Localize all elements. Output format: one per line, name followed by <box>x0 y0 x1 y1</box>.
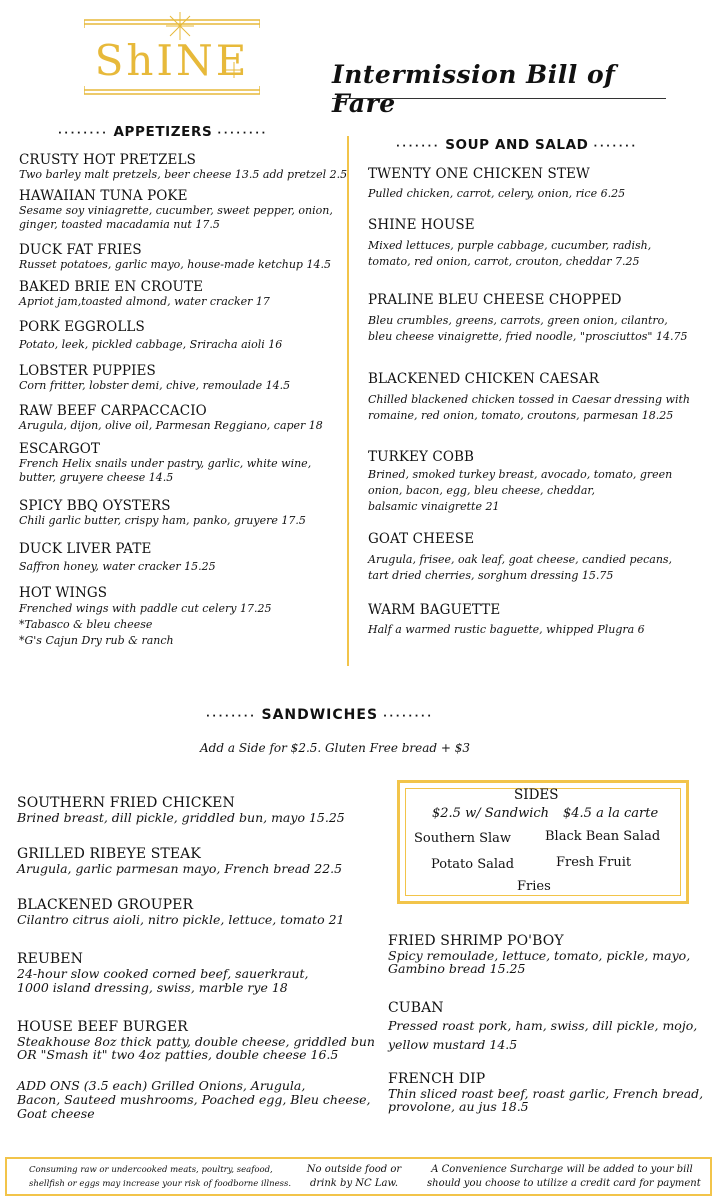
item-desc: Arugula, frisee, oak leaf, goat cheese, candied pecans, <box>368 553 673 566</box>
item-desc: Apriot jam,toasted almond, water cracker 17 <box>19 295 270 308</box>
sides-price-sandwich: $2.5 w/ Sandwich <box>432 806 550 821</box>
item-desc: bleu cheese vinaigrette, fried noodle, "prosciuttos" 14.75 <box>368 330 688 343</box>
sandwich-item <box>388 1001 718 1054</box>
item-name: HOUSE BEEF BURGER <box>17 1019 188 1035</box>
item-desc: OR "Smash it" two 4oz patties, double cheese 16.5 <box>17 1047 339 1062</box>
sandwiches-header-label: SANDWICHES <box>261 707 379 723</box>
item-name: LOBSTER PUPPIES <box>19 363 156 379</box>
item-name: DUCK FAT FRIES <box>19 242 142 258</box>
sides-item: Southern Slaw <box>414 831 512 846</box>
item-desc: Thin sliced roast beef, roast garlic, French bread, <box>388 1086 704 1101</box>
footer-line: drink by NC Law. <box>309 1178 399 1189</box>
sandwich-addons <box>17 1078 371 1121</box>
appetizer-item <box>19 152 348 182</box>
item-name: ESCARGOT <box>19 441 101 457</box>
soup-salad-item <box>368 218 698 270</box>
item-desc: Mixed lettuces, purple cabbage, cucumber, radish, <box>368 239 652 252</box>
footer-line: should you choose to utilize a credit card for payment <box>427 1178 701 1189</box>
soup-salad-item <box>368 603 698 637</box>
item-desc: onion, bacon, egg, bleu cheese, cheddar, <box>368 484 595 497</box>
item-desc: Chilled blackened chicken tossed in Caesar dressing with <box>368 393 690 406</box>
appetizers-header-label: APPETIZERS <box>113 124 213 140</box>
soup-salad-item <box>368 372 698 424</box>
dots-decoration: ······· <box>593 141 638 152</box>
footer-line: shellfish or eggs may increase your risk of foodborne illness. <box>29 1179 292 1189</box>
soup-salad-header <box>396 134 638 153</box>
dots-decoration: ········ <box>383 711 434 722</box>
item-desc: balsamic vinaigrette 21 <box>368 500 500 513</box>
sandwich-item <box>388 934 718 975</box>
item-name: CUBAN <box>388 1000 444 1016</box>
item-desc: Steakhouse 8oz thick patty, double cheese, griddled bun <box>17 1034 375 1049</box>
item-name: BLACKENED GROUPER <box>17 897 194 913</box>
sandwiches-note: Add a Side for $2.5. Gluten Free bread + $3 <box>200 741 471 755</box>
item-desc: Arugula, dijon, olive oil, Parmesan Reggiano, caper 18 <box>19 419 323 432</box>
item-desc: *G's Cajun Dry rub & ranch <box>19 634 174 647</box>
appetizer-item <box>19 364 345 393</box>
item-desc: *Tabasco & bleu cheese <box>19 618 153 631</box>
item-desc: Spicy remoulade, lettuce, tomato, pickle, mayo, <box>388 948 691 963</box>
appetizer-item <box>19 404 345 433</box>
appetizer-item <box>19 499 345 528</box>
sandwich-item <box>388 1072 718 1113</box>
item-name: FRIED SHRIMP PO'BOY <box>388 933 564 949</box>
item-desc: Pressed roast pork, ham, swiss, dill pickle, mojo, <box>388 1018 698 1033</box>
sandwich-item <box>17 1019 375 1062</box>
addons-line: Bacon, Sauteed mushrooms, Poached egg, Bleu cheese, <box>17 1092 371 1107</box>
soup-salad-item <box>368 532 698 584</box>
appetizer-item <box>19 243 345 272</box>
outside-food-notice <box>299 1163 409 1191</box>
appetizer-item <box>19 542 345 574</box>
item-name: CRUSTY HOT PRETZELS <box>19 152 196 168</box>
item-desc: Potato, leek, pickled cabbage, Sriracha aioli 16 <box>19 338 283 351</box>
item-name: DUCK LIVER PATE <box>19 541 152 557</box>
item-desc: Half a warmed rustic baguette, whipped Plugra 6 <box>368 623 645 636</box>
item-desc: Brined, smoked turkey breast, avocado, tomato, green <box>368 468 673 481</box>
item-name: SHINE HOUSE <box>368 217 475 233</box>
footer-line: No outside food or <box>306 1164 402 1175</box>
item-desc: romaine, red onion, tomato, croutons, parmesan 18.25 <box>368 409 674 422</box>
item-name: HOT WINGS <box>19 585 108 601</box>
item-name: TURKEY COBB <box>368 449 475 465</box>
sides-item: Fries <box>517 879 551 894</box>
item-name: PRALINE BLEU CHEESE CHOPPED <box>368 292 622 308</box>
sides-item: Potato Salad <box>431 857 515 872</box>
card-surcharge-notice <box>427 1163 701 1191</box>
item-name: PORK EGGROLLS <box>19 319 145 335</box>
sandwich-item <box>17 898 343 927</box>
item-desc: Cilantro citrus aioli, nitro pickle, lettuce, tomato 21 <box>17 912 345 927</box>
item-name: RAW BEEF CARPACCACIO <box>19 403 207 419</box>
soup-salad-item <box>368 450 698 515</box>
item-desc: Brined breast, dill pickle, griddled bun, mayo 15.25 <box>17 810 345 825</box>
item-desc: Corn fritter, lobster demi, chive, remoulade 14.5 <box>19 379 291 392</box>
addons-line: ADD ONS (3.5 each) Grilled Onions, Arugula, <box>17 1078 306 1093</box>
footer-line: Consuming raw or undercooked meats, poultry, seafood, <box>29 1165 273 1175</box>
sandwich-item <box>17 847 343 876</box>
item-desc: 1000 island dressing, swiss, marble rye 18 <box>17 980 288 995</box>
appetizers-header <box>58 121 268 140</box>
item-desc: Arugula, garlic parmesan mayo, French bread 22.5 <box>17 861 343 876</box>
item-desc: butter, gruyere cheese 14.5 <box>19 471 174 484</box>
footer-line: A Convenience Surcharge will be added to your bill <box>431 1164 693 1175</box>
item-desc: Chili garlic butter, crispy ham, panko, gruyere 17.5 <box>19 514 306 527</box>
sides-item: Fresh Fruit <box>556 855 632 870</box>
addons-line: Goat cheese <box>17 1106 95 1121</box>
item-desc: tomato, red onion, carrot, crouton, cheddar 7.25 <box>368 255 640 268</box>
appetizer-item <box>19 442 345 485</box>
appetizer-item <box>19 320 345 352</box>
dots-decoration: ········ <box>206 711 257 722</box>
item-desc: provolone, au jus 18.5 <box>388 1099 529 1114</box>
page-title: Intermission Bill of Fare <box>332 60 616 118</box>
item-name: BAKED BRIE EN CROUTE <box>19 279 204 295</box>
item-desc: Bleu crumbles, greens, carrots, green onion, cilantro, <box>368 314 668 327</box>
item-name: HAWAIIAN TUNA POKE <box>19 188 188 204</box>
item-desc: Two barley malt pretzels, beer cheese 13.5 add pretzel 2.5 <box>19 168 348 181</box>
soup-salad-item <box>368 167 698 201</box>
item-desc: Russet potatoes, garlic mayo, house-made ketchup 14.5 <box>19 258 331 271</box>
item-desc: Frenched wings with paddle cut celery 17.25 <box>19 602 272 615</box>
sides-price-carte: $4.5 a la carte <box>563 806 659 821</box>
appetizer-item <box>19 280 345 309</box>
shine-logo <box>84 10 260 100</box>
sandwich-item <box>17 796 343 825</box>
sides-item: Black Bean Salad <box>545 829 661 844</box>
item-desc: 24-hour slow cooked corned beef, sauerkraut, <box>17 966 309 981</box>
dots-decoration: ········ <box>58 128 109 139</box>
logo-wordmark: ShINE <box>94 36 250 85</box>
sides-title: SIDES <box>514 787 559 803</box>
item-desc: tart dried cherries, sorghum dressing 15.75 <box>368 569 614 582</box>
sandwiches-header <box>206 704 434 723</box>
footer-notice-box <box>5 1157 712 1196</box>
item-name: GRILLED RIBEYE STEAK <box>17 846 201 862</box>
item-desc: ginger, toasted macadamia nut 17.5 <box>19 218 220 231</box>
item-name: BLACKENED CHICKEN CAESAR <box>368 371 599 387</box>
item-desc: Gambino bread 15.25 <box>388 961 526 976</box>
soup-salad-item <box>368 293 698 345</box>
item-desc: Pulled chicken, carrot, celery, onion, rice 6.25 <box>368 187 626 200</box>
raw-food-warning <box>29 1163 292 1191</box>
item-name: GOAT CHEESE <box>368 531 475 547</box>
item-name: FRENCH DIP <box>388 1071 486 1087</box>
item-desc: Sesame soy viniagrette, cucumber, sweet pepper, onion, <box>19 204 333 217</box>
item-name: WARM BAGUETTE <box>368 602 501 618</box>
item-desc: Saffron honey, water cracker 15.25 <box>19 560 216 573</box>
appetizer-item <box>19 586 345 648</box>
item-name: SOUTHERN FRIED CHICKEN <box>17 795 235 811</box>
sandwich-item <box>17 952 343 995</box>
item-desc: French Helix snails under pastry, garlic, white wine, <box>19 457 312 470</box>
dots-decoration: ········ <box>217 128 268 139</box>
sides-box <box>397 780 689 904</box>
soup-salad-header-label: SOUP AND SALAD <box>445 137 589 153</box>
item-desc: yellow mustard 14.5 <box>388 1037 518 1052</box>
item-name: TWENTY ONE CHICKEN STEW <box>368 166 590 182</box>
dots-decoration: ······· <box>396 141 441 152</box>
item-name: SPICY BBQ OYSTERS <box>19 498 171 514</box>
item-name: REUBEN <box>17 951 83 967</box>
appetizer-item <box>19 189 345 232</box>
column-divider <box>347 136 349 666</box>
title-underline <box>332 98 666 99</box>
